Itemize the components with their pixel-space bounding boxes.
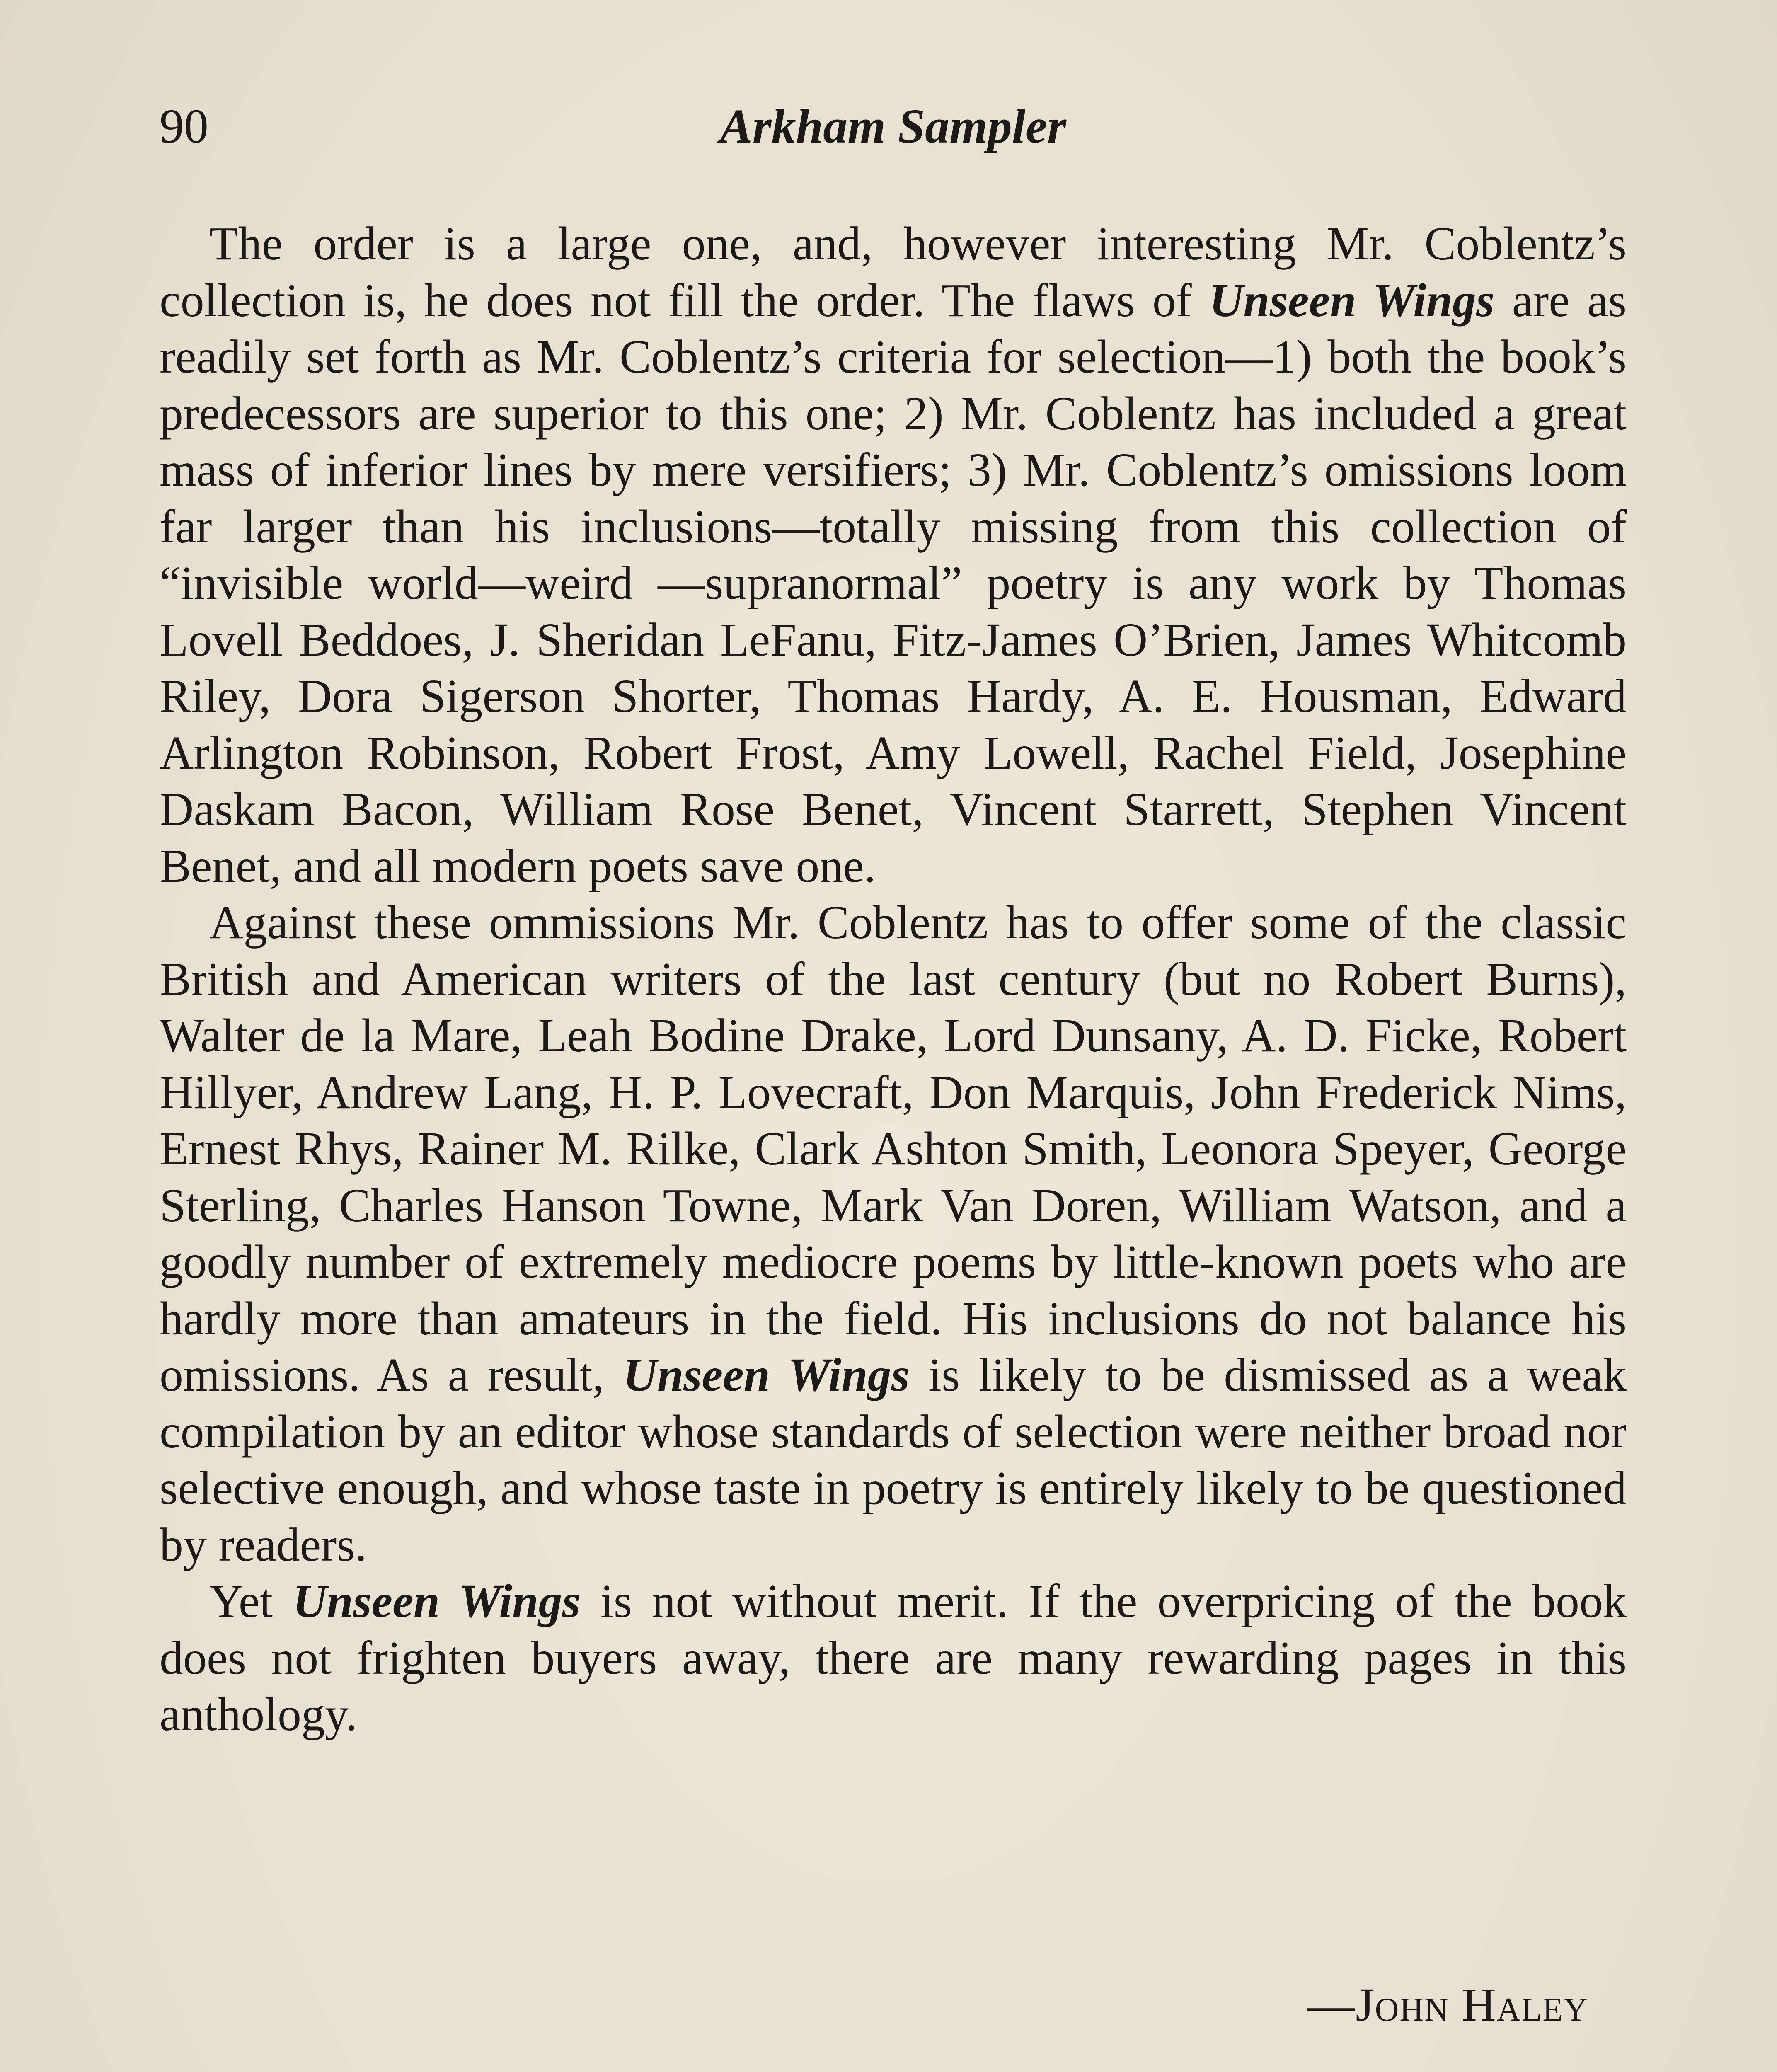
review-paragraph-3-text-a: Yet (209, 1575, 293, 1627)
review-paragraph-2-text-b: is likely to be dismissed as a weak compilation by an editor whose standards of selection were neither broad nor selective enough, and whose taste in poetry is entirely likely to be questioned by readers. (160, 1348, 1627, 1571)
book-title-italic: Unseen Wings (623, 1348, 910, 1401)
review-paragraph-2-text-a: Against these ommissions Mr. Coblentz has to offer some of the classic British and American writers of the last century (but no Robert Burns), Walter de la Mare, Leah Bodine Drake, Lord Dunsany, A. D. Ficke, Robert Hillyer, Andrew Lang, H. P. Lovecraft, Don Marquis, John Frederick Nims, Ernest Rhys, Rainer M. Rilke, Clark Ashton Smith, Leonora Speyer, George Sterling, Charles Hanson Towne, Mark Van Doren, William Watson, and a goodly number of extremely mediocre poems by little-known poets who are hardly more than amateurs in the field. His inclusions do not balance his omissions. As a result, (160, 896, 1627, 1401)
review-john-haley (160, 215, 1627, 1743)
review-paragraph-2 (160, 894, 1627, 1573)
review-paragraph-3 (160, 1573, 1627, 1743)
running-head (160, 95, 1627, 157)
reviewer-signature: —John Haley (1307, 1978, 1588, 2031)
review-paragraph-1 (160, 215, 1627, 894)
page-number: 90 (160, 99, 208, 153)
running-title: Arkham Sampler (719, 99, 1067, 153)
review-paragraph-1-text-a: The order is a large one, and, however interesting Mr. Coblentz’s collection is, he does not fill the order. The flaws of (160, 217, 1627, 327)
review-paragraph-1-text-b: are as readily set forth as Mr. Coblentz’s criteria for selection—1) both the book’s predecessors are superior to this one; 2) Mr. Coblentz has included a great mass of inferior lines by mere versifiers; 3) Mr. Coblentz’s omissions loom far larger than his inclusions—totally missing from this collection of “invisible world—weird —supranormal” poetry is any work by Thomas Lovell Beddoes, J. Sheridan LeFanu, Fitz-James O’Brien, James Whitcomb Riley, Dora Sigerson Shorter, Thomas Hardy, A. E. Housman, Edward Arlington Robinson, Robert Frost, Amy Lowell, Rachel Field, Josephine Daskam Bacon, William Rose Benet, Vincent Starrett, Stephen Vincent Benet, and all modern poets save one. (160, 274, 1627, 892)
book-title-italic: Unseen Wings (1209, 274, 1495, 327)
book-title-italic: Unseen Wings (293, 1575, 581, 1627)
review-paragraph-3-text-b: is not without merit. If the overpricing of the book does not frighten buyers away, there are many rewarding pages in this anthology. (160, 1575, 1627, 1740)
